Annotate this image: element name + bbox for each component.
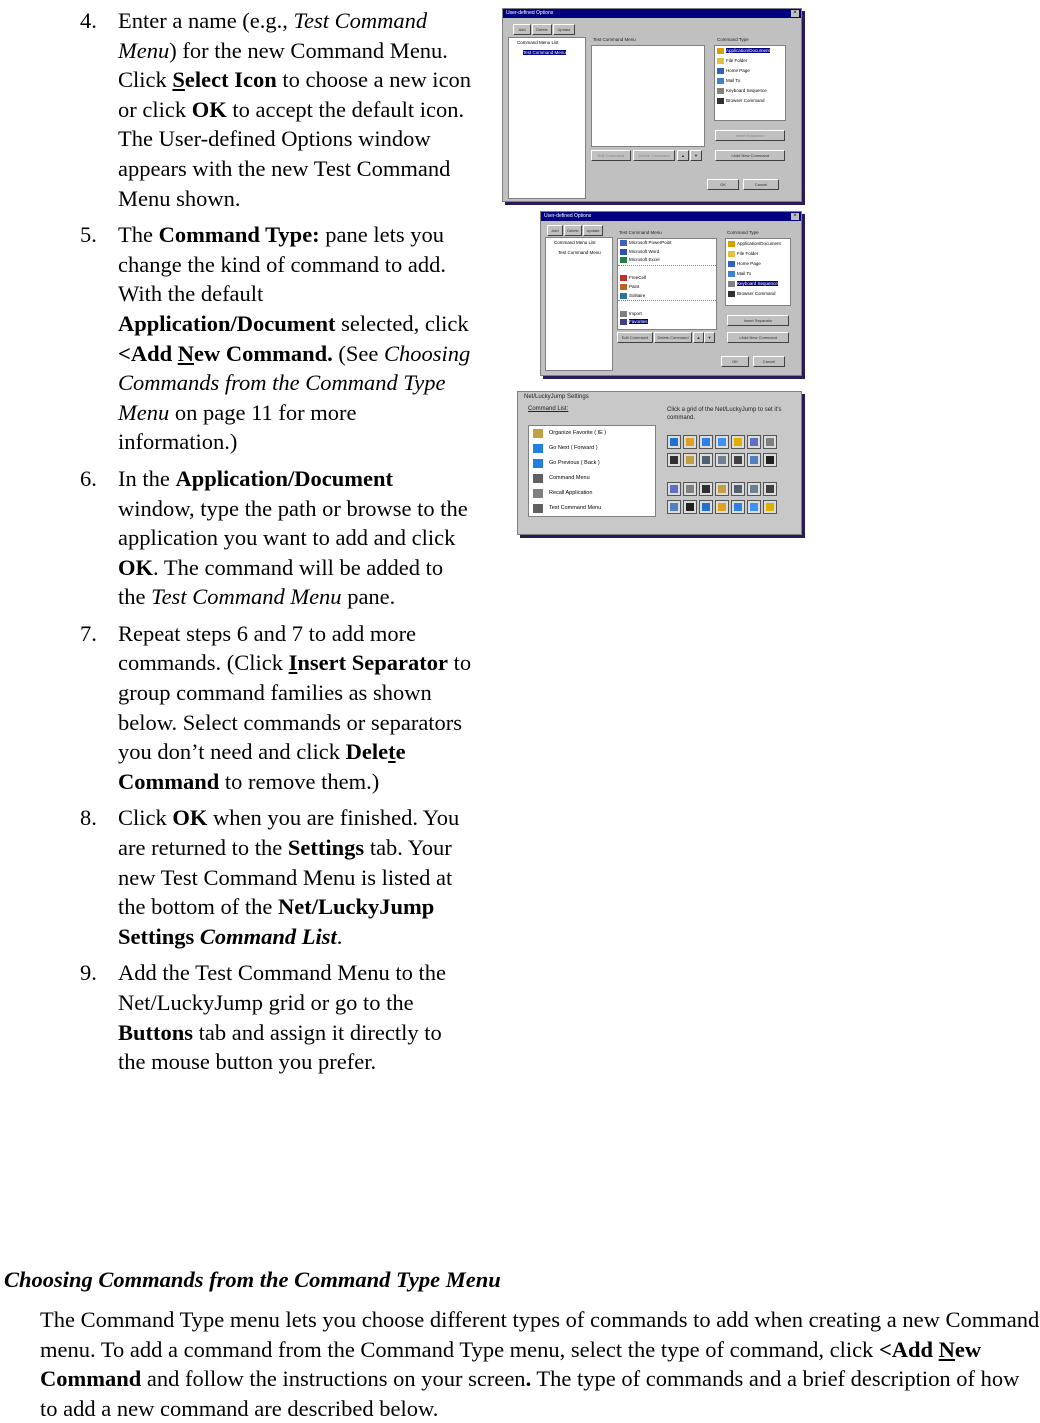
move-up-button[interactable]: ▲ (693, 332, 704, 343)
command-icon (533, 444, 543, 453)
command-item[interactable] (618, 318, 716, 327)
command-type-icon (728, 271, 735, 277)
grid-cell[interactable] (715, 453, 729, 467)
grid-command-icon (670, 485, 678, 493)
grid-cell[interactable] (715, 482, 729, 496)
grid-cell[interactable] (667, 482, 681, 496)
update-button[interactable]: Update (553, 24, 575, 35)
section-heading: Choosing Commands from the Command Type Menu (4, 1267, 501, 1292)
command-list-item[interactable] (529, 471, 655, 486)
grid-command-icon (718, 456, 726, 464)
command-icon (620, 275, 627, 281)
ok-button[interactable]: OK (707, 179, 739, 190)
grid-cell[interactable] (683, 435, 697, 449)
command-type-item[interactable] (715, 56, 785, 66)
command-icon (620, 257, 627, 263)
grid-command-icon (766, 485, 774, 493)
close-icon[interactable]: × (791, 10, 799, 17)
command-label: Command Menu (549, 475, 590, 481)
command-type-item[interactable] (715, 86, 785, 96)
step-number: 6. (80, 465, 97, 491)
command-type-icon (717, 58, 724, 64)
command-item[interactable] (618, 256, 716, 265)
grid-cell[interactable] (667, 500, 681, 514)
emphasis-text: Test Command Menu (151, 584, 342, 610)
command-type-label: Command Type (727, 230, 759, 235)
command-label: Go Next ( Forward ) (549, 445, 598, 451)
ui-label-text: <Add New Command (40, 1336, 982, 1392)
command-list-item[interactable] (529, 426, 655, 441)
grid-cell[interactable] (747, 453, 761, 467)
command-type-icon (717, 88, 724, 94)
command-label: Import (629, 310, 642, 316)
window-title: User-defined Options (544, 213, 592, 219)
grid-row (666, 481, 778, 499)
command-label: FreeCell (629, 275, 647, 281)
add-button[interactable]: Add (513, 24, 531, 35)
command-type-item[interactable] (726, 279, 790, 289)
grid-cell[interactable] (731, 435, 745, 449)
title-bar (503, 9, 801, 18)
mnemonic-letter: S (172, 67, 185, 93)
step-item (80, 464, 472, 612)
command-icon (620, 319, 627, 325)
grid-instructions: Click a grid of the Net/LuckyJump to set it's command. (667, 407, 782, 421)
command-type-icon (728, 291, 735, 297)
grid-cell[interactable] (763, 435, 777, 449)
mnemonic-letter: I (288, 650, 298, 676)
grid-cell[interactable] (667, 435, 681, 449)
command-type-item[interactable] (715, 96, 785, 106)
settings-title: Net/LuckyJump Settings (524, 394, 589, 400)
command-list-label: Command List: (528, 406, 569, 412)
grid-cell[interactable] (683, 500, 697, 514)
command-type-label: File Folder (726, 58, 748, 63)
close-icon[interactable]: × (791, 213, 799, 220)
step-number: 5. (80, 222, 97, 248)
ui-label-text: Delete Command (118, 739, 406, 794)
delete-button[interactable]: Delete (532, 24, 552, 35)
grid-cell[interactable] (699, 500, 713, 514)
command-icon (533, 504, 543, 513)
command-type-icon (717, 78, 724, 84)
command-list-pane[interactable] (617, 238, 717, 330)
ok-button[interactable]: OK (721, 356, 749, 367)
grid-command-icon (702, 485, 710, 493)
command-list-pane[interactable] (591, 45, 705, 147)
grid-command-icon (702, 456, 710, 464)
cancel-button[interactable]: Cancel (743, 179, 779, 190)
move-up-button[interactable]: ▲ (677, 150, 689, 161)
command-icon (620, 240, 627, 246)
command-label: Microsoft Word (629, 248, 660, 254)
grid-command-icon (670, 438, 678, 446)
section-paragraph: The Command Type menu lets you choose different types of commands to add when creating a new Command menu. To add a command from the Command Type menu, select the type of command, click <Add New Command and follow the instructions on your screen. The type of commands and a brief description of how to add a new command are described below. (40, 1307, 1040, 1421)
tree-item[interactable]: Test Command Menu (558, 250, 601, 255)
command-label: Go Previous ( Back ) (549, 460, 600, 466)
insert-separator-button[interactable]: Insert Separator (727, 315, 789, 326)
bold-text: Settings (287, 835, 365, 861)
bold-text: OK (191, 96, 227, 122)
luckyjump-grid-top[interactable] (666, 434, 778, 470)
command-list-item[interactable] (529, 486, 655, 501)
command-item[interactable] (618, 248, 716, 257)
command-type-item[interactable] (726, 289, 790, 299)
grid-command-icon (734, 503, 742, 511)
menu-tree-pane[interactable] (545, 237, 613, 371)
command-type-label: Mail To (726, 78, 741, 83)
ui-label-text: Select Icon (172, 67, 277, 93)
grid-cell[interactable] (747, 500, 761, 514)
grid-command-icon (718, 438, 726, 446)
grid-cell[interactable] (715, 500, 729, 514)
tree-item-selected[interactable] (509, 48, 585, 58)
middle-label: Test Command Menu (593, 37, 636, 42)
user-defined-options-window-1 (502, 8, 802, 202)
command-type-label: Home Page (726, 68, 750, 73)
command-item[interactable] (618, 292, 716, 301)
user-defined-options-window-2 (540, 211, 802, 376)
grid-cell[interactable] (747, 482, 761, 496)
grid-cell[interactable] (699, 435, 713, 449)
grid-row (666, 499, 778, 517)
command-type-label: Home Page (737, 261, 761, 266)
add-button[interactable]: Add (547, 225, 563, 236)
command-icon (620, 311, 627, 317)
bold-text: Application/Document (118, 310, 336, 336)
bold-italic-text: Command List (199, 923, 337, 949)
grid-cell[interactable] (747, 435, 761, 449)
command-list[interactable] (528, 425, 656, 517)
tree-item-label: Test Command Menu (523, 50, 566, 55)
grid-cell[interactable] (667, 453, 681, 467)
command-list-item[interactable] (529, 441, 655, 456)
ui-label-text: Insert Separator (288, 650, 448, 676)
step-number: 7. (80, 620, 97, 646)
step-text: The Command Type: pane lets you change the kind of command to add. With the default Application/Document selected, click <Add New Command. (See Choosing Commands from the Command Type Menu on page 11 for more information.) (118, 222, 471, 455)
command-item[interactable] (618, 283, 716, 292)
delete-command-button[interactable]: Delete Command (633, 150, 675, 161)
step-number: 4. (80, 8, 97, 33)
menu-tree-pane[interactable] (508, 37, 586, 199)
move-down-button[interactable]: ▼ (690, 150, 702, 161)
command-type-item[interactable] (726, 259, 790, 269)
command-label: Paint (629, 283, 640, 289)
command-icon (533, 489, 543, 498)
grid-row (666, 452, 778, 470)
command-icon (533, 474, 543, 483)
command-type-label: Application/Document (737, 241, 781, 246)
step-item (80, 6, 472, 213)
ui-label-text: <Add New Command. (118, 340, 333, 366)
instruction-steps (80, 6, 472, 1084)
bold-text: OK (172, 805, 208, 831)
command-type-pane[interactable] (725, 238, 791, 306)
edit-command-button[interactable]: Edit Command (591, 150, 631, 161)
grid-cell[interactable] (699, 453, 713, 467)
command-type-pane[interactable] (714, 45, 786, 121)
cancel-button[interactable]: Cancel (753, 356, 785, 367)
tree-item[interactable]: Command Menu List (554, 240, 596, 245)
command-label: Recall Application (549, 490, 593, 496)
grid-cell[interactable] (731, 482, 745, 496)
command-item[interactable] (618, 239, 716, 248)
grid-command-icon (718, 485, 726, 493)
command-type-item[interactable] (726, 239, 790, 249)
step-item (80, 619, 472, 797)
command-type-label: File Folder (737, 251, 759, 256)
command-type-item[interactable] (715, 76, 785, 86)
grid-command-icon (734, 438, 742, 446)
mnemonic-letter: t (388, 739, 396, 765)
grid-command-icon (702, 503, 710, 511)
grid-command-icon (686, 438, 694, 446)
command-type-label: Keyboard Sequence (726, 88, 767, 93)
bold-text: Application/Document (175, 465, 393, 491)
grid-command-icon (670, 456, 678, 464)
grid-cell[interactable] (763, 453, 777, 467)
grid-command-icon (686, 485, 694, 493)
grid-command-icon (750, 438, 758, 446)
add-new-command-button[interactable]: <Add New Command (727, 332, 789, 343)
step-item (80, 803, 472, 951)
grid-cell[interactable] (731, 453, 745, 467)
grid-command-icon (734, 485, 742, 493)
command-type-label: Keyboard Sequence (737, 281, 778, 286)
grid-cell[interactable] (763, 500, 777, 514)
step-text: Add the Test Command Menu to the Net/LuckyJump grid or go to the Buttons tab and assign it directly to the mouse button you prefer. (118, 960, 446, 1075)
command-type-icon (717, 68, 724, 74)
step-number: 8. (80, 805, 97, 831)
luckyjump-grid-bottom[interactable] (666, 481, 778, 517)
grid-command-icon (686, 503, 694, 511)
command-type-icon (728, 281, 735, 287)
grid-command-icon (718, 503, 726, 511)
grid-cell[interactable] (763, 482, 777, 496)
grid-command-icon (702, 438, 710, 446)
tree-item[interactable]: Command Menu List (517, 40, 559, 45)
command-type-item[interactable] (715, 46, 785, 56)
grid-cell[interactable] (731, 500, 745, 514)
command-label: Test Command Menu (549, 505, 602, 511)
command-type-item[interactable] (726, 269, 790, 279)
command-type-label: Browser Command (726, 98, 765, 103)
command-type-item[interactable] (715, 66, 785, 76)
command-icon (533, 429, 543, 438)
insert-separator-button[interactable]: Insert Separator (715, 130, 785, 141)
step-text: In the Application/Document window, type the path or browse to the application you want to add and click OK. The command will be added to the Test Command Menu pane. (118, 465, 468, 610)
grid-command-icon (766, 456, 774, 464)
command-list-item[interactable] (529, 501, 655, 516)
command-type-label: Mail To (737, 271, 752, 276)
middle-label: Test Command Menu (619, 230, 662, 235)
add-new-command-button[interactable]: <Add New Command (715, 150, 785, 161)
bold-text: OK (118, 554, 154, 580)
step-text: Click OK when you are finished. You are returned to the Settings tab. Your new Test Command Menu is listed at the bottom of the Net/LuckyJump Settings Command List. (118, 805, 460, 949)
edit-command-button[interactable]: Edit Command (617, 332, 653, 343)
grid-command-icon (670, 503, 678, 511)
bold-text: Buttons (118, 1019, 194, 1045)
grid-cell[interactable] (715, 435, 729, 449)
grid-cell[interactable] (683, 453, 697, 467)
grid-row (666, 434, 778, 452)
command-list-item[interactable] (529, 456, 655, 471)
command-type-icon (717, 48, 724, 54)
command-item[interactable] (618, 310, 716, 319)
grid-command-icon (750, 456, 758, 464)
grid-command-icon (686, 456, 694, 464)
grid-cell[interactable] (683, 482, 697, 496)
grid-command-icon (766, 438, 774, 446)
grid-command-icon (766, 503, 774, 511)
bold-text: Command Type: (158, 222, 320, 248)
grid-cell[interactable] (699, 482, 713, 496)
step-item (80, 958, 472, 1076)
title-bar (541, 212, 801, 221)
command-type-label: Application/Document (726, 48, 770, 53)
mnemonic-letter: N (177, 340, 194, 366)
separator-item[interactable] (618, 265, 716, 275)
command-item[interactable] (618, 274, 716, 283)
command-type-icon (728, 261, 735, 267)
command-icon (533, 459, 543, 468)
window-title: User-defined Options (506, 10, 554, 16)
command-type-item[interactable] (726, 249, 790, 259)
delete-command-button[interactable]: Delete Command (654, 332, 692, 343)
step-number: 9. (80, 960, 97, 986)
move-down-button[interactable]: ▼ (704, 332, 715, 343)
command-label: Organize Favorite ( IE ) (549, 430, 607, 436)
emphasis-text: Test Command Menu (118, 8, 428, 63)
command-icon (620, 284, 627, 290)
step-item (80, 220, 472, 457)
command-icon (620, 249, 627, 255)
emphasis-text: Choosing Commands from the Command Type Menu (118, 340, 471, 425)
grid-command-icon (750, 485, 758, 493)
mnemonic-letter: N (938, 1336, 955, 1362)
command-label: Solitaire (629, 292, 646, 298)
bold-text: . (525, 1366, 532, 1392)
step-text: Repeat steps 6 and 7 to add more commands. (Click Insert Separator to group command families as shown below. Select commands or separators you don’t need and click Delete Command to remove them.) (118, 620, 472, 794)
delete-button[interactable]: Delete (564, 225, 582, 236)
command-type-icon (728, 251, 735, 257)
step-text: Enter a name (e.g., Test Command Menu) for the new Command Menu. Click Select Icon to choose a new icon or click OK to accept the default icon. The User-defined Options window appears with the new Test Command Menu shown. (118, 8, 472, 211)
net-luckyjump-settings-panel (517, 391, 802, 535)
bold-text: Net/LuckyJump Settings (118, 894, 435, 949)
update-button[interactable]: Update (583, 225, 603, 236)
grid-command-icon (734, 456, 742, 464)
command-type-icon (728, 241, 735, 247)
command-label: Microsoft Excel (629, 257, 660, 263)
command-type-icon (717, 98, 724, 104)
command-type-label: Command Type (717, 37, 749, 42)
command-label: Favorites (629, 319, 648, 325)
grid-command-icon (750, 503, 758, 511)
command-icon (620, 293, 627, 299)
command-label: Microsoft PowerPoint (629, 240, 672, 245)
separator-item[interactable] (618, 300, 716, 310)
command-type-label: Browser Command (737, 291, 776, 296)
